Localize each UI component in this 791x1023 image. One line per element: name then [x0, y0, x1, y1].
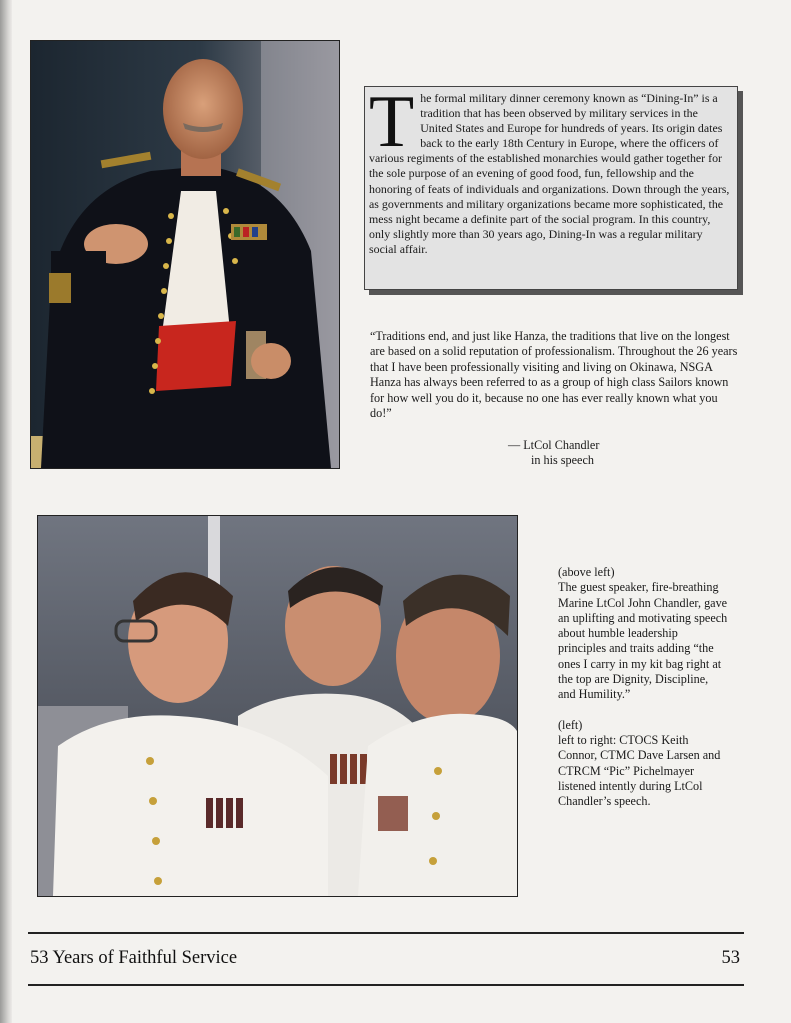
footer-rule-top	[28, 932, 744, 934]
quote-attribution	[508, 438, 648, 469]
page-number: 53	[721, 948, 740, 968]
speech-quote: “Traditions end, and just like Hanza, the traditions that live on the longest are based on a solid reputation of professionalism. Throughout the 26 years that I have been professionally visiting and living on Okinawa, NSGA Hanza has always been referred to as a group of high class Sailors known for how well you do it, because no one has ever really known what you do!”	[370, 329, 738, 421]
article-box	[364, 81, 738, 290]
photo-captions	[558, 565, 728, 824]
footer-title: 53 Years of Faithful Service	[30, 948, 238, 968]
footer-rule-bottom	[28, 984, 744, 986]
sailors-photo	[37, 515, 518, 897]
drop-cap: T	[369, 81, 415, 163]
page-binding-shadow	[0, 0, 12, 1023]
caption-left: (left) left to right: CTOCS Keith Connor, CTMC Dave Larsen and CTRCM “Pic” Pichelmayer listened intently during LtCol Chandler’s speech.	[558, 717, 721, 809]
speaker-photo	[30, 40, 340, 469]
attribution-context: in his speech	[531, 453, 594, 468]
article-body: he formal military dinner ceremony known as “Dining-In” is a tradition that has been observed by military services in the United States and Europe for hundreds of years. Its origin dates back to the early 18th Century in Europe, where the officers of various regiments of the established monarchies would gather together for the sole purpose of an evening of good food, fun, fellowship and the honoring of feats of individuals and organizations. Down through the years, as governments and military organizations became more sophisticated, the mess night became a definite part of the social program. In this country, only slightly more than 30 years ago, Dining-In was a regular military social affair.	[369, 91, 730, 256]
attribution-name: — LtCol Chandler	[508, 438, 600, 452]
caption-above-left: (above left) The guest speaker, fire-breathing Marine LtCol John Chandler, gave an uplifting and motivating speech about humble leadership principles and traits adding “the ones I carry in my kit bag right at the top are Dignity, Discipline, and Humility.”	[558, 565, 728, 702]
